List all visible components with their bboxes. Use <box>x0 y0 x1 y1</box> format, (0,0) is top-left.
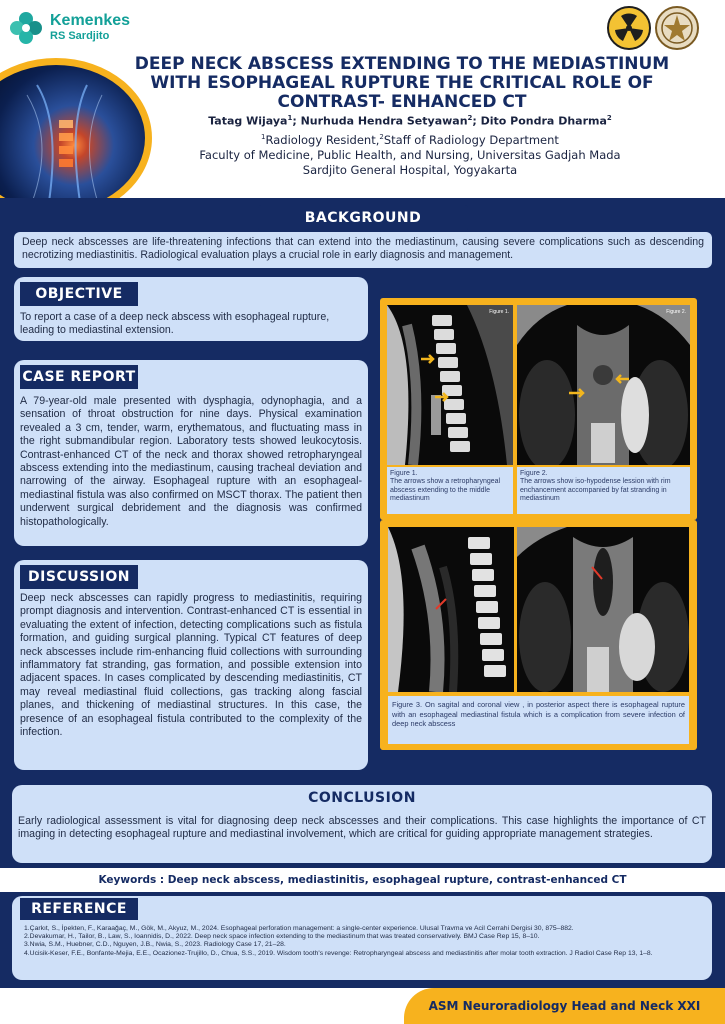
figure-2-image <box>517 305 690 465</box>
neck-anatomy-icon <box>0 65 147 215</box>
objective-text: To report a case of a deep neck abscess with esophageal rupture, leading to mediastinal extension. <box>20 311 330 337</box>
authors <box>150 114 670 128</box>
background-heading: BACKGROUND <box>258 205 468 231</box>
case-report-heading: CASE REPORT <box>20 365 138 389</box>
title-line-3: CONTRAST- ENHANCED CT <box>277 92 527 112</box>
ugm-seal <box>655 6 699 50</box>
author-sep: ; <box>472 114 481 128</box>
discussion-text: Deep neck abscesses can rapidly progress to mediastinitis, requiring prompt diagnosis and intervention. Contrast-enhanced CT is essential in evaluating the extent of infection, detecting complications such as fistula formation, and guiding surgical planning. Typical CT features of deep neck abscesses include rim-enhancing fluid collections with surrounding inflammatory fat stranding, gas formation, and possible extension into adjacent spaces. In cases complicated by descending mediastinitis, CT may reveal mediastinal fluid collections, gas tracking along fascial planes, and thickening of mediastinal structures. In this case, the presence of an esophageal fistula contributed to the complexity of the infection. <box>20 592 362 739</box>
author-sup: 1 <box>287 114 293 122</box>
figure-3-sagittal-image <box>388 527 514 692</box>
background-text: Deep neck abscesses are life-threatening infections that can extend into the mediastinum, causing severe complications such as descending necrotizing mediastinitis. Radiological evaluation plays a crucial role in early diagnosis and management. <box>14 232 712 268</box>
author-sup: 2 <box>606 114 612 122</box>
ct-coronal-fistula-icon <box>517 527 689 692</box>
objective-heading: OBJECTIVE <box>20 282 138 306</box>
reference-heading: REFERENCE <box>20 898 138 920</box>
title-line-2: WITH ESOPHAGEAL RUPTURE THE CRITICAL ROLE OF <box>150 73 654 93</box>
figure-1-caption: Figure 1. The arrows show a retropharyngeal abscess extending to the middle mediastinum <box>387 467 513 514</box>
figure-3-caption: Figure 3. On sagital and coronal view , in posterior aspect there is esophageal rupture with an esophageal mediastinal fistula which is a complication from severe infection of deep neck abscess <box>388 696 689 744</box>
radiology-seal <box>607 6 651 50</box>
case-report-text: A 79-year-old male presented with dysphagia, odynophagia, and a sensation of throat obstruction for nine days. Physical examination revealed a 3 cm, tender, warm, erythematous, and fluctuating mass in the right submandibular region. Laboratory tests showed leukocytosis. Contrast-enhanced CT of the neck and thorax showed retropharyngeal abscess extending into the mediastinum, causing tracheal deviation and narrowing of the airway. Esophageal rupture with an esophageal-mediastinal fistula was also confirmed on MSCT thorax. The patient then underwent surgical debridement and the diagnosis was confirmed histopathologically. <box>20 395 362 528</box>
discussion-heading: DISCUSSION <box>20 565 138 589</box>
keywords-text: Keywords : Deep neck abscess, mediastinitis, esophageal rupture, contrast-enhanced CT <box>98 874 627 886</box>
figure-2-caption: Figure 2. The arrows show iso-hypodense lession with rim enchancement accompanied by fat stranding in mediastinum <box>517 467 690 514</box>
author-sup: 2 <box>467 114 473 122</box>
affiliation-roles: $^1$Radiology Resident,$^2$Staff of Radiology Department <box>261 132 559 147</box>
reference-item: 3.Nwia, S.M., Huebner, C.D., Nguyen, J.B., Nwia, S., 2023. Radiology Case 17, 21–28. <box>24 941 286 949</box>
kemenkes-logo <box>8 10 138 46</box>
figure-1-image <box>387 305 513 465</box>
author-sep: ; <box>292 114 301 128</box>
radiation-icon <box>609 8 649 48</box>
affiliation-faculty: Faculty of Medicine, Public Health, and Nursing, Universitas Gadjah Mada <box>199 147 621 162</box>
neck-illustration <box>0 58 152 218</box>
author-name: Tatag Wijaya <box>208 114 288 128</box>
figure-2-tag: Figure 2. <box>666 309 686 315</box>
ugm-emblem-icon <box>657 8 697 48</box>
logo-name: Kemenkes <box>50 12 131 29</box>
ct-coronal-icon <box>517 305 690 465</box>
footer-banner <box>404 988 725 1024</box>
footer-text: ASM Neuroradiology Head and Neck XXI <box>428 999 701 1013</box>
reference-item: 1.Çarkıt, S., İpekten, F., Karaağaç, M., Gök, M., Akyuz, M., 2024. Esophageal perforation management: a single-center experience. Ulusal Travma ve Acil Cerrahi Dergisi 30, 875–882. <box>24 925 574 932</box>
title-line-1: DEEP NECK ABSCESS EXTENDING TO THE MEDIASTINUM <box>134 54 670 74</box>
ct-sagittal-fistula-icon <box>388 527 514 692</box>
kemenkes-flower-icon <box>8 10 44 46</box>
conclusion-heading: CONCLUSION <box>308 790 416 806</box>
reference-list <box>24 925 700 958</box>
figure-1-tag: Figure 1. <box>489 309 509 315</box>
figure-3-coronal-image <box>517 527 689 692</box>
keywords-bar <box>0 868 725 892</box>
arrow-icon <box>421 355 433 363</box>
logo-sub: RS Sardjito <box>50 30 110 42</box>
author-name: Nurhuda Hendra Setyawan <box>300 114 468 128</box>
reference-item: 4.Ucisik-Keser, F.E., Bonfante-Mejia, E.E., Ocazionez-Trujillo, D., Chua, S.S., 2019. Wisdom tooth's revenge: Retropharyngeal abscess and mediastinitis after molar tooth extraction. J Radiol Case Rep 13, 1–8. <box>24 949 653 957</box>
conclusion-text: Early radiological assessment is vital for diagnosing deep neck abscesses and their complications. This case highlights the importance of CT imaging in detecting esophageal rupture and mediastinal involvement, which are critical for guiding appropriate management strategies. <box>18 815 706 841</box>
author-name: Dito Pondra Dharma <box>480 114 607 128</box>
affiliations <box>150 130 670 178</box>
affiliation-hospital: Sardjito General Hospital, Yogyakarta <box>302 162 518 177</box>
poster-title <box>132 55 672 112</box>
reference-item: 2.Devakumar, H., Tailor, B., Law, S., Ioannidis, D., 2022. Deep neck space infection extending to the mediastinum that was treated conservatively. BMJ Case Rep 15, 8–10. <box>24 933 540 941</box>
ct-sagittal-icon <box>387 305 513 465</box>
